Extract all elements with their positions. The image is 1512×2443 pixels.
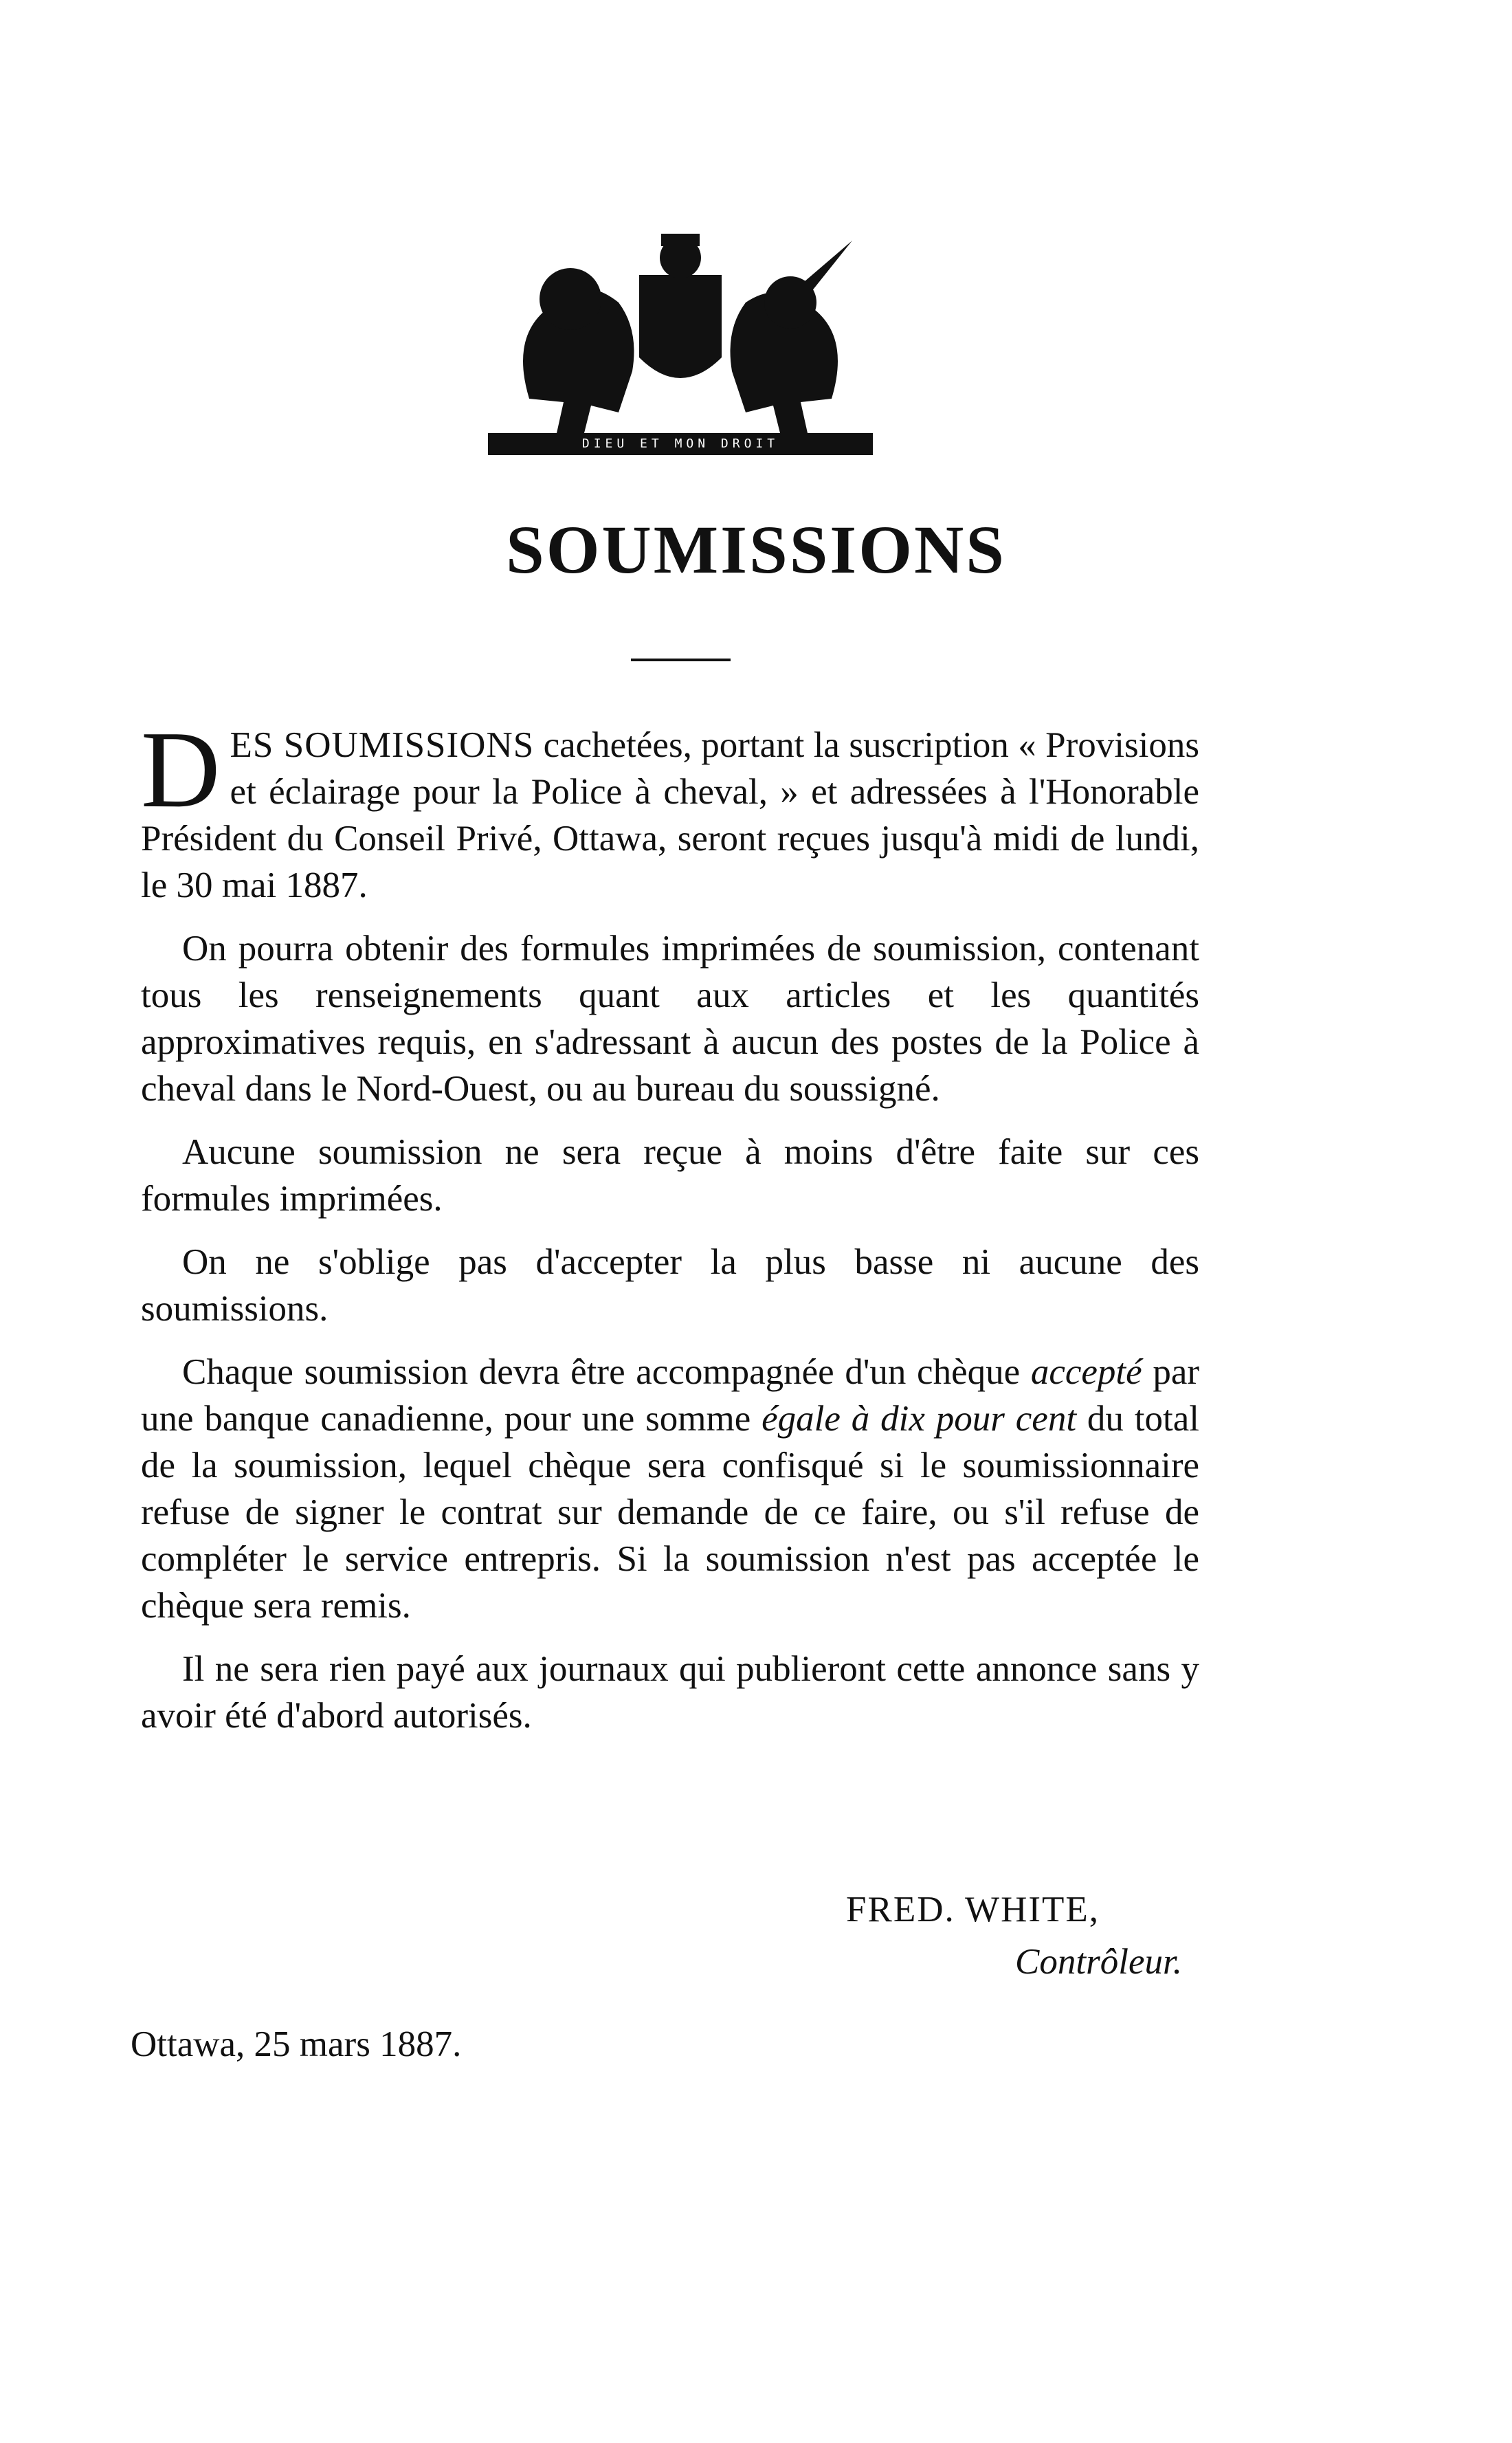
paragraph-6: Il ne sera rien payé aux journaux qui publieront cette annonce sans y avoir été d'abord autorisés. (141, 1649, 1199, 1736)
dateline: Ottawa, 25 mars 1887. (131, 2024, 462, 2064)
lead-in: ES SOUMISSIONS (230, 725, 535, 765)
coat-of-arms-emblem (481, 227, 880, 461)
paragraph-5-italic-accepte: accepté (1030, 1352, 1142, 1392)
paragraph-1 (141, 708, 1199, 909)
paragraph-5-part-e: du total de la soumission, lequel chèque sera confisqué si le soumissionnaire refuse de signer le contrat sur demande de ce faire, ou s'il refuse de compléter le service entrepris. Si la soumission n'est pas acceptée le chèque sera remis. (141, 1399, 1199, 1626)
paragraph-5-italic-percent: égale à dix pour cent (761, 1399, 1077, 1439)
page-title: SOUMISSIONS (506, 511, 1006, 588)
paragraph-3: Aucune soumission ne sera reçue à moins d'être faite sur ces formules imprimées. (141, 1132, 1199, 1219)
notice-body (141, 708, 1199, 1756)
paragraph-4: On ne s'oblige pas d'accepter la plus basse ni aucune des soumissions. (141, 1242, 1199, 1329)
paragraph-1-text: cachetées, portant la suscription « Provisions et éclairage pour la Police à cheval, » et adressées à l'Honorable Président du Conseil Privé, Ottawa, seront reçues jusqu'à midi de lundi, le 30 mai 1887. (141, 725, 1199, 905)
title-divider (631, 659, 731, 661)
paragraph-5-part-c: par une banque canadienne, pour une somme (141, 1352, 1199, 1439)
royal-coat-of-arms-icon (481, 227, 880, 461)
signature-block (846, 1883, 1182, 1988)
signatory-name: FRED. WHITE, (846, 1890, 1100, 1930)
paragraph-5-part-a: Chaque soumission devra être accompagnée d'un chèque (182, 1352, 1031, 1392)
signatory-role: Contrôleur. (1015, 1942, 1182, 1982)
emblem-motto: DIEU ET MON DROIT (581, 436, 779, 451)
paragraph-5 (141, 1349, 1199, 1629)
drop-cap: D (141, 708, 221, 830)
paragraph-2: On pourra obtenir des formules imprimées de soumission, contenant tous les renseignements quant aux articles et les quantités approximatives requis, en s'adressant à aucun des postes de la Police à cheval dans le Nord-Ouest, ou au bureau du soussigné. (141, 929, 1199, 1109)
